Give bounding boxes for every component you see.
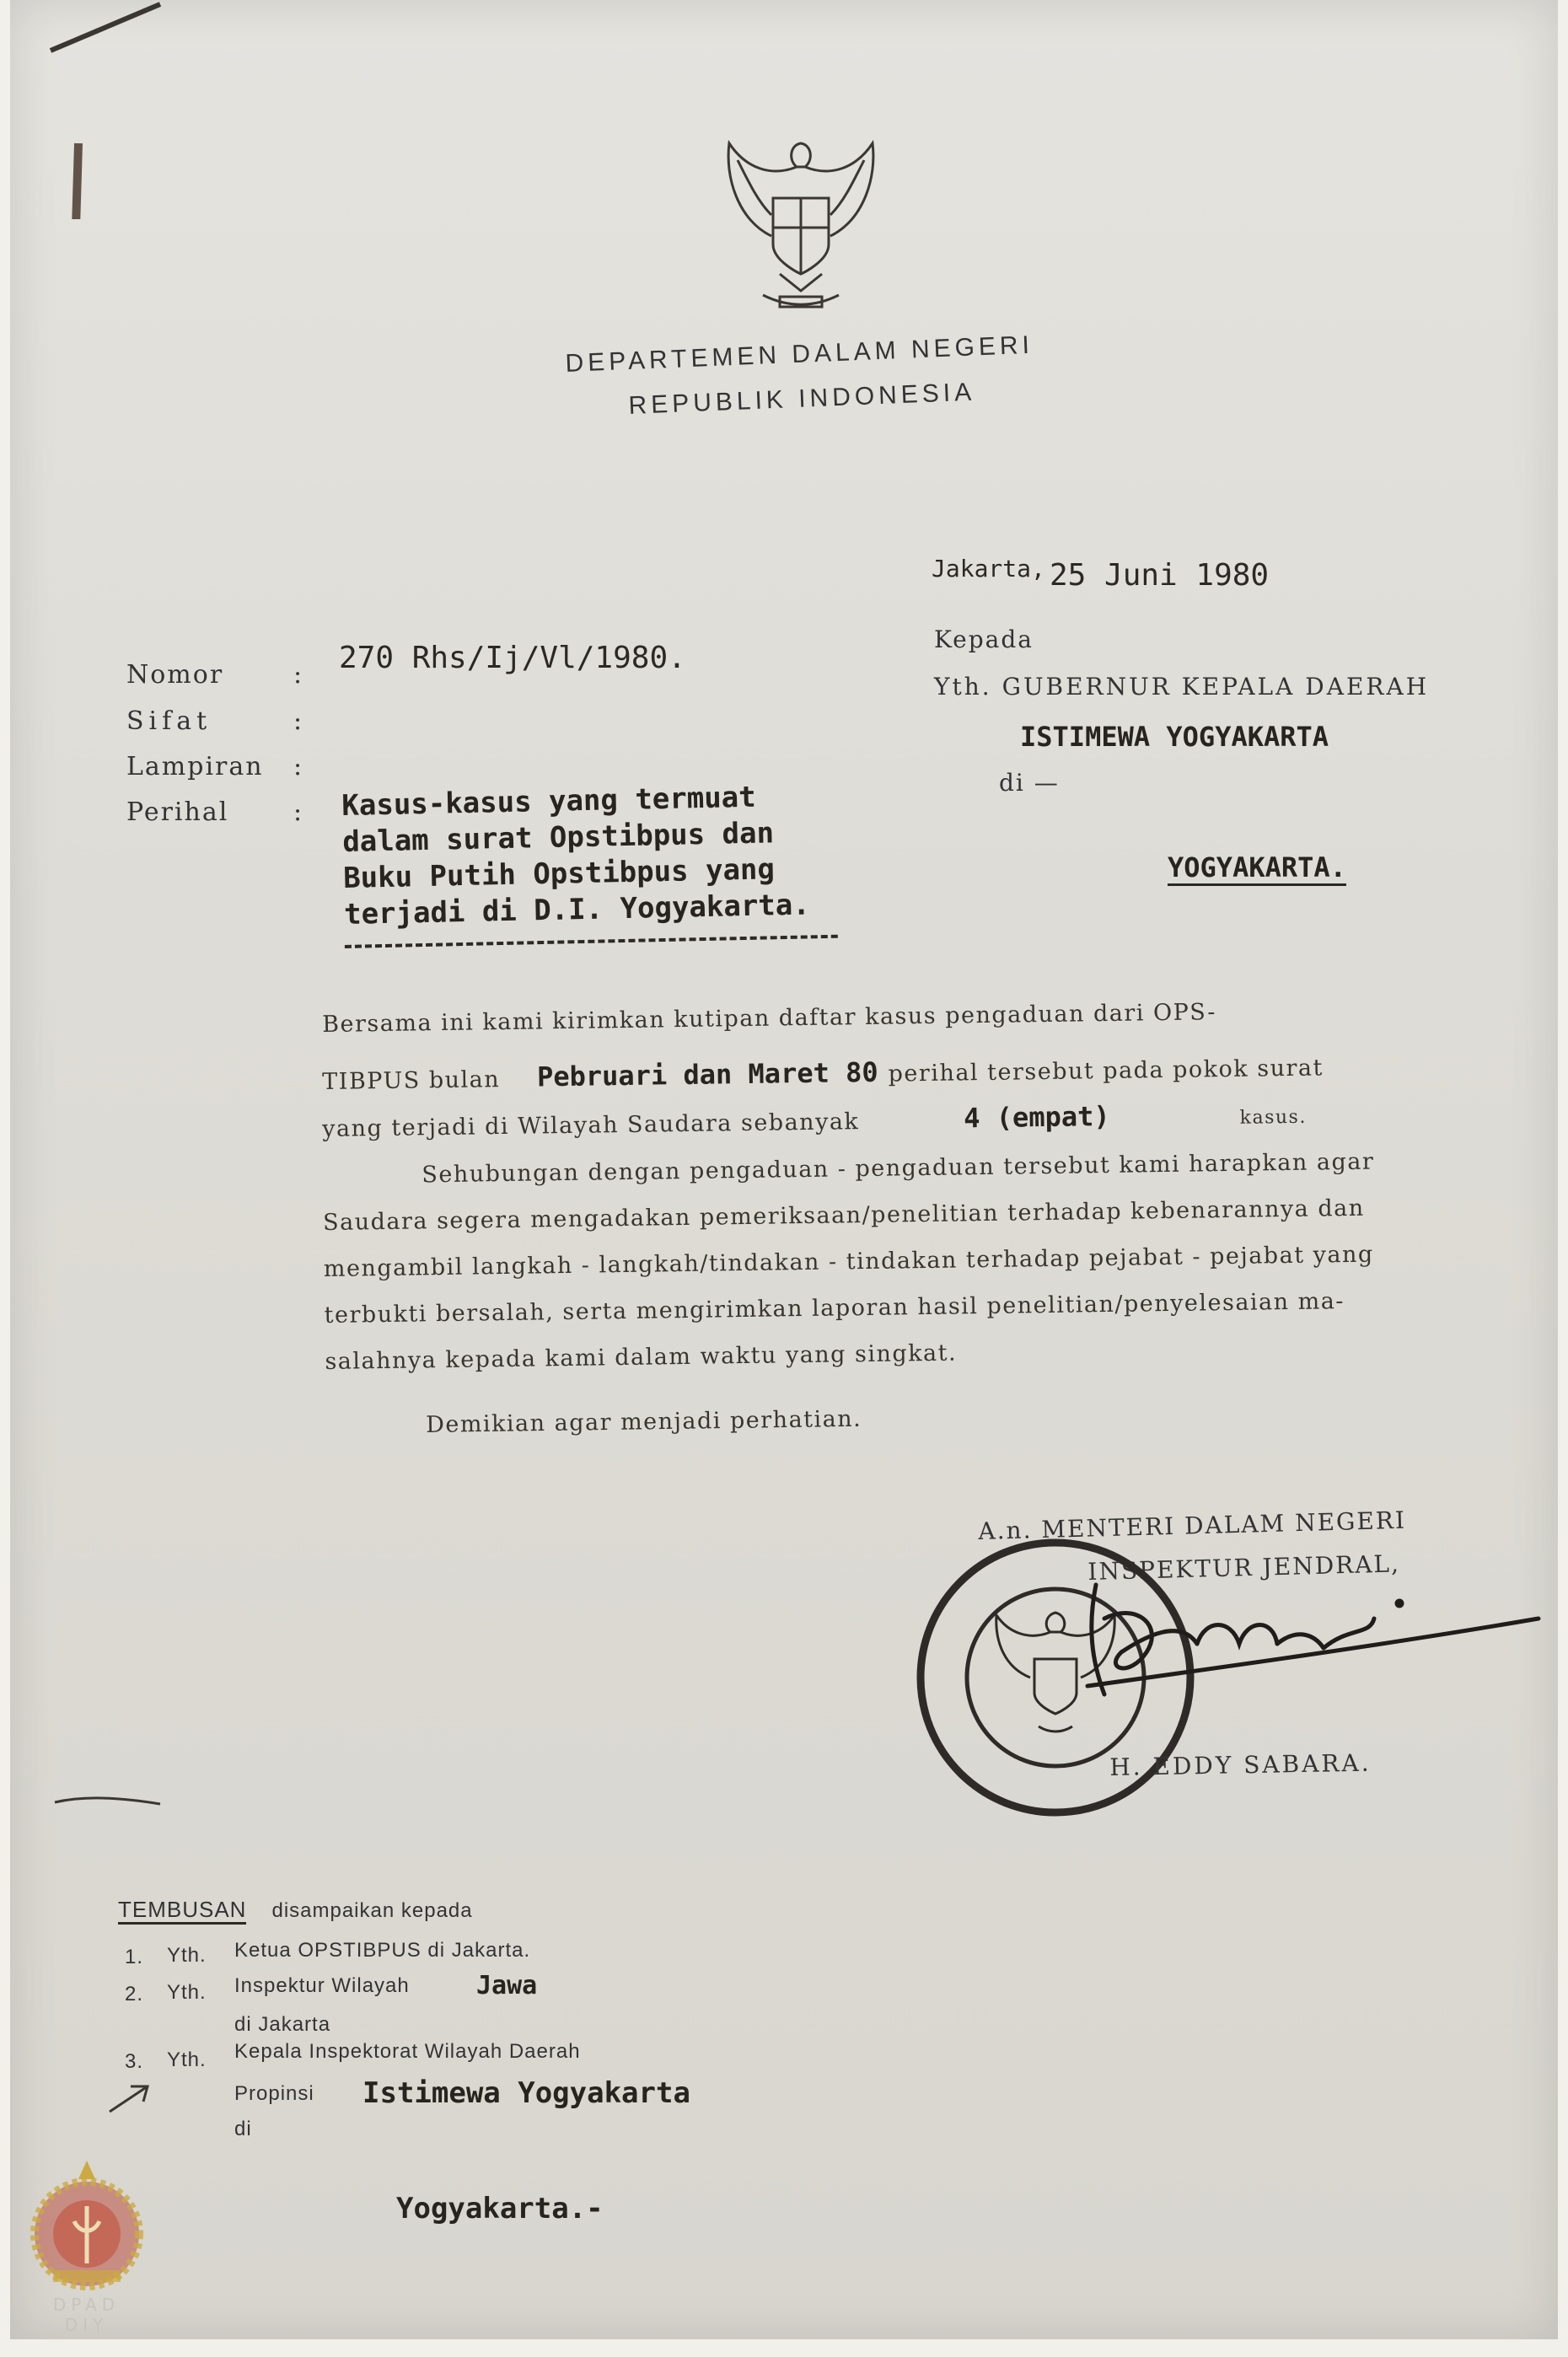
tembusan-item-3-line3: di [234,2118,252,2140]
perihal-line: Kasus-kasus yang termuat [341,780,757,823]
tembusan-item-2-bold: Jawa [476,1971,538,2000]
colon: : [293,752,303,781]
body-line: salahnya kepada kami dalam waktu yang singkat. [325,1340,958,1375]
tembusan-subtitle: disampaikan kepada [271,1899,473,1922]
field-label-perihal: Perihal [126,797,229,827]
handwritten-signature [1071,1568,1543,1711]
tembusan-header [118,1897,473,1923]
body-count: 4 (empat) [963,1099,1110,1135]
dpad-label: DPAD [52,2295,121,2315]
field-label-nomor: Nomor [126,660,224,690]
body-text: perihal tersebut pada pokok surat [888,1055,1324,1087]
colon: : [293,706,303,736]
stray-mark [51,1787,169,1812]
body-text: yang terjadi di Wilayah Saudara sebanyak [322,1109,860,1142]
body-text: TIBPUS bulan [322,1066,501,1095]
perihal-line: terjadi di D.I. Yogyakarta. [343,888,811,932]
signature-line-2: INSPEKTUR JENDRAL, [1087,1549,1401,1586]
tembusan-num: 2. [125,1983,144,2005]
body-line: Saudara segera mengadakan pemeriksaan/penelitian terhadap kebenarannya dan [322,1195,1365,1236]
tembusan-yth: Yth. [167,2048,207,2071]
body-line: Bersama ini kami kirimkan kutipan daftar kasus pengaduan dari OPS- [322,999,1217,1038]
recipient-kepada: Kepada [934,625,1034,653]
tembusan-num: 1. [125,1946,144,1968]
dpad-sublabel: DIY [64,2315,109,2335]
tembusan-yth: Yth. [167,1944,207,1967]
tembusan-item-2-line2: di Jakarta [234,2013,331,2036]
colon: : [293,797,303,827]
garuda-emblem-icon [712,126,889,325]
tembusan-item-3: Kepala Inspektorat Wilayah Daerah [234,2040,581,2063]
arrow-mark-icon [101,2078,160,2120]
date-place: Jakarta, [932,555,1045,583]
body-text: kasus. [1239,1106,1308,1129]
tembusan-city: Yogyakarta.- [396,2192,604,2225]
body-paragraph-2 [322,1139,1377,1385]
perihal-block [341,778,838,948]
tembusan-item-3-bold: Istimewa Yogyakarta [362,2076,690,2110]
body-months: Pebruari dan Maret 80 [536,1055,878,1093]
body-line: terbukti bersalah, serta mengirimkan laporan hasil penelitian/penyelesaian ma- [324,1288,1345,1329]
recipient-name: ISTIMEWA YOGYAKARTA [1020,721,1329,753]
perihal-line: dalam surat Opstibpus dan [341,816,775,859]
recipient-city: YOGYAKARTA. [1168,851,1346,886]
signature-line-1: A.n. MENTERI DALAM NEGERI [978,1506,1407,1545]
perihal-line: Buku Putih Opstibpus yang [342,852,776,895]
body-line: mengambil langkah - langkah/tindakan - tindakan terhadap pejabat - pejabat yang [323,1241,1374,1282]
date-value: 25 Juni 1980 [1050,558,1270,593]
body-line: Sehubungan dengan pengaduan - pengaduan tersebut kami harapkan agar [422,1148,1375,1189]
recipient-yth: Yth. GUBERNUR KEPALA DAERAH [934,673,1430,701]
field-label-lampiran: Lampiran [126,752,264,781]
tembusan-num: 3. [125,2050,144,2073]
tembusan-title: TEMBUSAN [118,1897,246,1925]
colon: : [293,660,303,690]
field-value-nomor: 270 Rhs/Ij/Vl/1980. [339,641,686,675]
field-label-sifat: Sifat [126,706,212,736]
letterhead-department: DEPARTEMEN DALAM NEGERI [565,330,1034,378]
tembusan-item-2: Inspektur Wilayah [234,1974,410,1997]
stain-marks [42,0,211,219]
body-paragraph-3: Demikian agar menjadi perhatian. [426,1405,862,1438]
tembusan-item-3-line2: Propinsi [234,2082,314,2105]
dpad-logo-icon [28,2154,146,2297]
dpad-watermark [25,2154,148,2335]
tembusan-yth: Yth. [167,1981,207,2004]
letterhead-republic: REPUBLIK INDONESIA [628,378,976,420]
recipient-di: di — [999,769,1060,797]
signature-name: H. EDDY SABARA. [1109,1748,1372,1781]
tembusan-item-1: Ketua OPSTIBPUS di Jakarta. [234,1939,531,1962]
